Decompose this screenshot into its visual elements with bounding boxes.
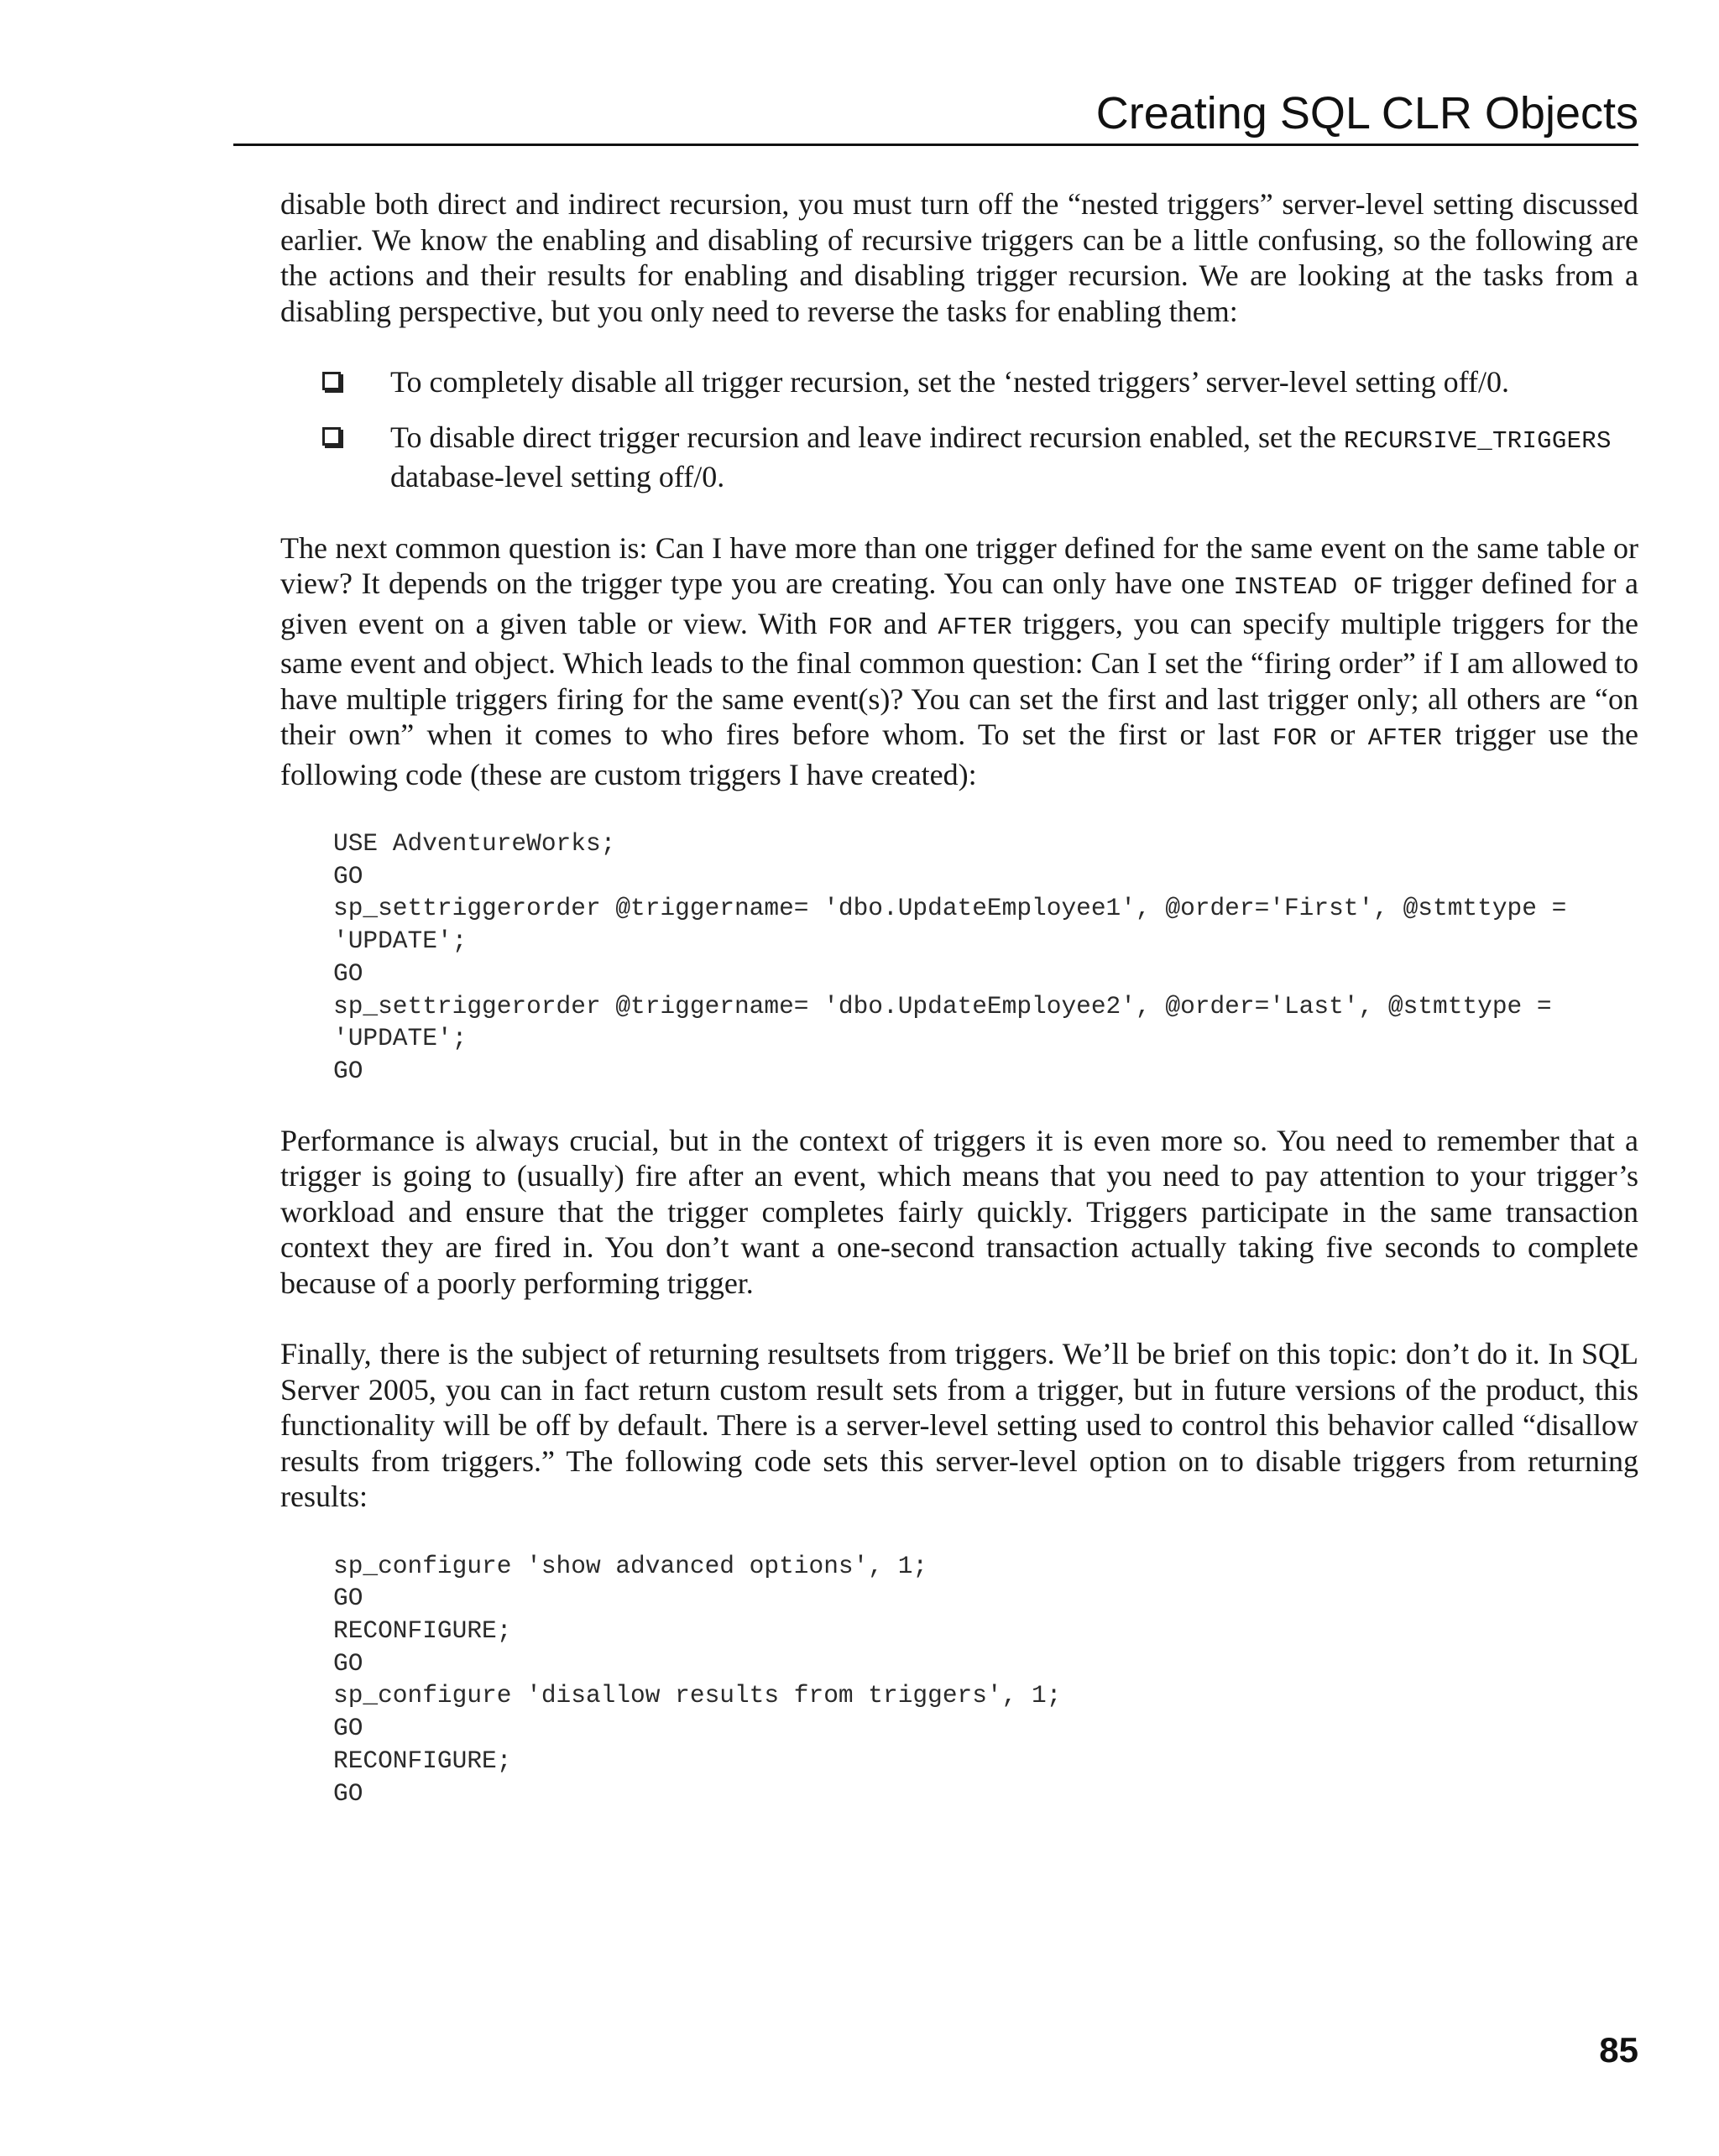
code-line: GO	[333, 958, 363, 988]
code-line: sp_settriggerorder @triggername= 'dbo.UpdateEmployee1', @order='First', @stmttype =	[333, 894, 1567, 923]
bullet-text: To completely disable all trigger recursion, set the ‘nested triggers’ server-level setting off/0.	[390, 365, 1509, 399]
inline-code: AFTER	[938, 613, 1012, 641]
code-line: RECONFIGURE;	[333, 1616, 512, 1646]
bullet-item-disable-all	[280, 364, 1638, 400]
checkbox-bullet-icon	[322, 372, 341, 390]
code-line: 'UPDATE';	[333, 927, 468, 956]
code-line: GO	[333, 861, 363, 890]
bullet-text: To disable direct trigger recursion and leave indirect recursion enabled, set the	[390, 420, 1345, 454]
bullet-list	[280, 364, 1638, 495]
text-run: triggers, you can specify multiple triggers for the same event and object. Which leads to the final common question: Can I set the “firing order” if I am allowed to have multiple triggers firing for the same event(s)? You can set the first and last trigger only; all others are “on their own” when it comes to who fires before whom. To set the first or last	[280, 606, 1638, 751]
page-body	[280, 186, 1638, 1809]
inline-code: FOR	[828, 613, 873, 641]
code-line: GO	[333, 1714, 363, 1743]
bullet-item-disable-direct	[280, 420, 1638, 495]
paragraph-performance: Performance is always crucial, but in the context of triggers it is even more so. You need to remember that a trigger is going to (usually) fire after an event, which means that you need to pay attention to your trigger’s workload and ensure that the trigger completes fairly quickly. Triggers participate in the same transaction context they are fired in. You don’t want a one-second transaction actually taking five seconds to complete because of a poorly performing trigger.	[280, 1123, 1638, 1300]
running-header-title: Creating SQL CLR Objects	[1095, 88, 1638, 138]
bullet-text: database-level setting off/0.	[390, 460, 725, 493]
code-line: 'UPDATE';	[333, 1024, 468, 1053]
checkbox-bullet-icon	[322, 427, 341, 446]
code-line: sp_settriggerorder @triggername= 'dbo.UpdateEmployee2', @order='Last', @stmttype =	[333, 991, 1552, 1021]
inline-code: AFTER	[1367, 724, 1443, 752]
text-run: trigger defined for a given event on a given table or view. With	[280, 566, 1638, 640]
text-run: The next common question is: Can I have more than one trigger defined for the same event on the same table or view? It depends on the trigger type you are creating. You can only have one	[280, 530, 1638, 600]
inline-code: INSTEAD OF	[1233, 573, 1384, 601]
code-block-trigger-order	[280, 827, 1638, 1088]
code-line: sp_configure 'disallow results from triggers', 1;	[333, 1681, 1062, 1710]
inline-code: RECURSIVE_TRIGGERS	[1344, 426, 1612, 455]
text-run: trigger use the following code (these are custom triggers I have created):	[280, 718, 1638, 791]
code-line: GO	[333, 1778, 363, 1808]
paragraph-recursion-intro: disable both direct and indirect recursion, you must turn off the “nested triggers” server-level setting discussed earlier. We know the enabling and disabling of recursive triggers can be a little confusing, so the following are the actions and their results for enabling and disabling trigger recursion. We are looking at the tasks from a disabling perspective, but you only need to reverse the tasks for enabling them:	[280, 187, 1638, 328]
code-line: GO	[333, 1648, 363, 1678]
code-line: sp_configure 'show advanced options', 1;	[333, 1551, 928, 1580]
text-run: or	[1317, 718, 1368, 751]
code-block-configure	[280, 1550, 1638, 1810]
code-line: RECONFIGURE;	[333, 1746, 512, 1775]
text-run: and	[872, 606, 938, 640]
header-rule	[233, 144, 1638, 146]
code-line: GO	[333, 1584, 363, 1613]
code-line: GO	[333, 1056, 363, 1085]
page-number: 85	[1599, 2030, 1638, 2070]
inline-code: FOR	[1272, 724, 1318, 752]
paragraph-multiple-triggers	[280, 530, 1638, 793]
paragraph-resultsets: Finally, there is the subject of returning resultsets from triggers. We’ll be brief on this topic: don’t do it. In SQL Server 2005, you can in fact return custom result sets from a trigger, but in future versions of the product, this functionality will be off by default. There is a server-level setting used to control this behavior called “disallow results from triggers.” The following code sets this server-level option on to disable triggers from returning results:	[280, 1337, 1638, 1514]
code-line: USE AdventureWorks;	[333, 829, 616, 858]
